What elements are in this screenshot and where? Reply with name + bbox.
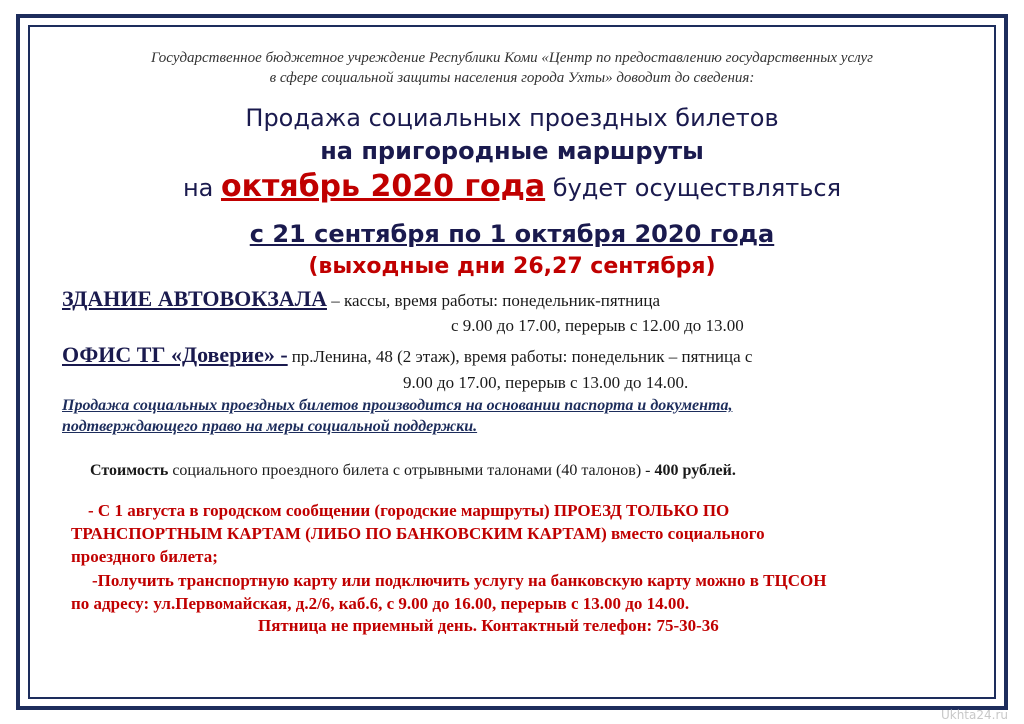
bus-station-line-2: с 9.00 до 17.00, перерыв с 12.00 до 13.00 xyxy=(451,316,744,335)
weekend-days: (выходные дни 26,27 сентября) xyxy=(308,254,716,279)
transport-card-line-2: ТРАНСПОРТНЫМ КАРТАМ (ЛИБО ПО БАНКОВСКИМ КАРТАМ) вместо социального xyxy=(71,524,765,543)
bus-station-name: ЗДАНИЕ АВТОВОКЗАЛА xyxy=(62,286,327,311)
headline-line-2: на пригородные маршруты xyxy=(320,137,704,165)
cost-price: 400 рублей. xyxy=(654,462,736,479)
headline-month: октябрь 2020 года xyxy=(220,169,546,204)
cost-text: социального проездного билета с отрывными талонами (40 талонов) - xyxy=(168,462,651,479)
sale-period: с 21 сентября по 1 октября 2020 года xyxy=(249,220,775,248)
bus-station-hours: – кассы, время работы: понедельник-пятница xyxy=(326,291,660,310)
transport-card-line-5: по адресу: ул.Первомайская, д.2/6, каб.6, с 9.00 до 16.00, перерыв с 13.00 до 14.00. xyxy=(71,594,690,613)
site-watermark: Ukhta24.ru xyxy=(940,708,1008,722)
transport-card-line-3: проездного билета; xyxy=(71,547,218,566)
headline-prefix: на xyxy=(182,174,214,202)
headline-suffix: будет осуществляться xyxy=(552,174,842,202)
transport-card-line-4: -Получить транспортную карту или подключить услугу на банковскую карту можно в ТЦСОН xyxy=(92,571,827,590)
office-name: ОФИС ТГ «Доверие» - xyxy=(62,342,288,367)
documents-note-line-2: подтверждающего право на меры социальной поддержки. xyxy=(62,418,478,435)
intro-line-1: Государственное бюджетное учреждение Республики Коми «Центр по предоставлению государственных услуг xyxy=(151,50,873,66)
office-line-2: 9.00 до 17.00, перерыв с 13.00 до 14.00. xyxy=(403,373,689,392)
transport-card-line-1: - С 1 августа в городском сообщении (городские маршруты) ПРОЕЗД ТОЛЬКО ПО xyxy=(88,501,730,520)
headline-line-1: Продажа социальных проездных билетов xyxy=(245,104,779,132)
documents-note-line-1: Продажа социальных проездных билетов производится на основании паспорта и документа, xyxy=(62,397,733,414)
transport-card-line-6: Пятница не приемный день. Контактный телефон: 75-30-36 xyxy=(258,616,719,635)
intro-line-2: в сфере социальной защиты населения города Ухты» доводит до сведения: xyxy=(269,70,755,86)
cost-label: Стоимость xyxy=(90,462,169,479)
bus-station-line-1 xyxy=(62,286,660,312)
office-address: пр.Ленина, 48 (2 этаж), время работы: понедельник – пятница с xyxy=(291,347,753,366)
office-line-1 xyxy=(62,342,752,368)
headline-line-3 xyxy=(0,169,1024,204)
ticket-cost xyxy=(90,462,736,480)
